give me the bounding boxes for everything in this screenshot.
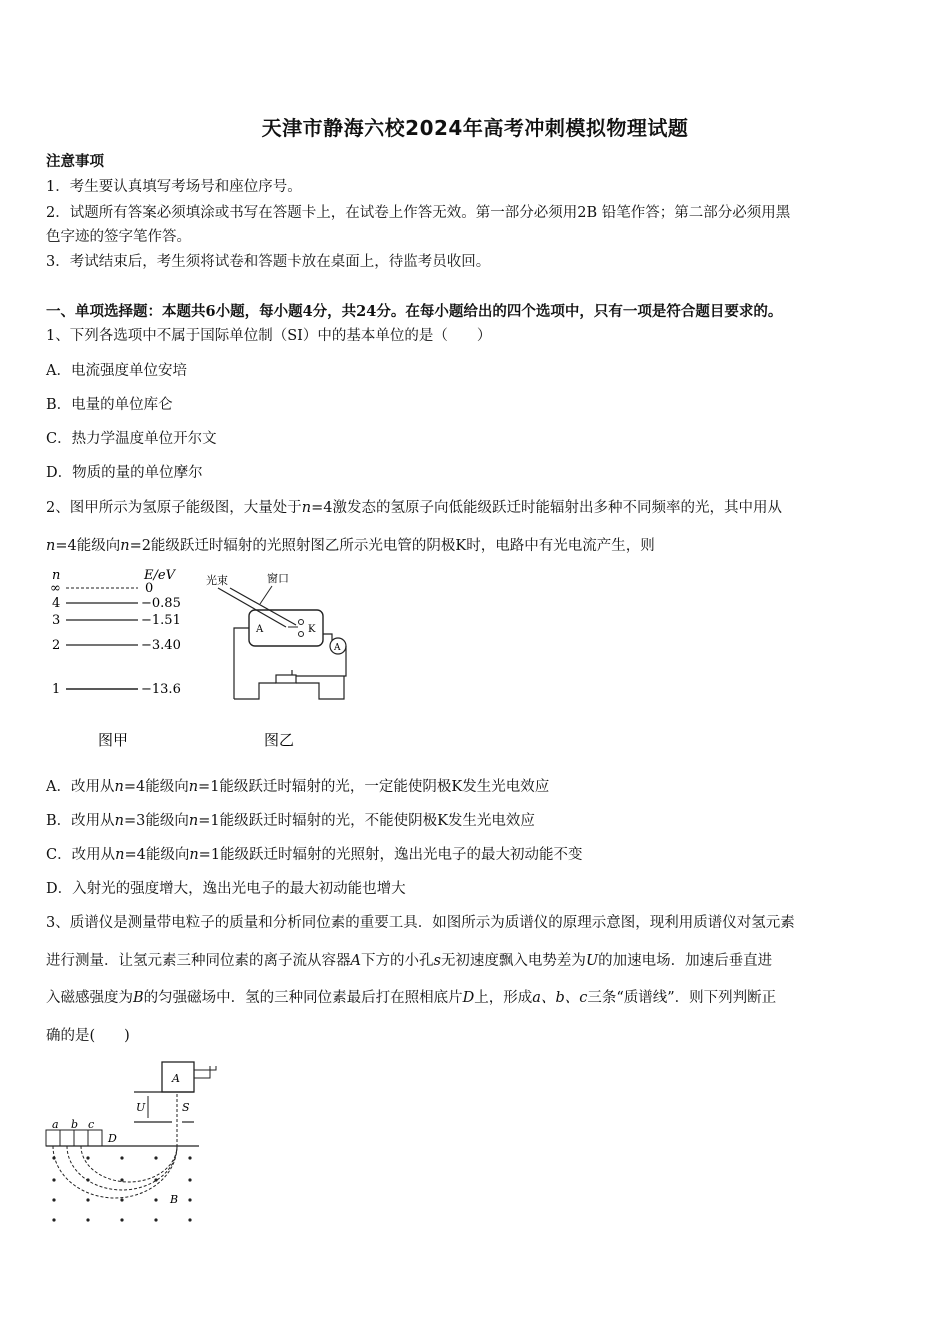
page-title: 天津市静海六校2024年高考冲刺模拟物理试题 [261, 116, 689, 140]
electron-dot [299, 620, 304, 625]
label-a: A [172, 1072, 180, 1085]
level-n: 4 [52, 596, 61, 611]
q1-option-b: B．电量的单位库仑 [46, 397, 173, 413]
notice-item-3: 3．考试结束后，考生须将试卷和答题卡放在桌面上，待监考员收回。 [46, 254, 491, 270]
q3-stem-line1: 3、质谱仪是测量带电粒子的质量和分析同位素的重要工具．如图所示为质谱仪的原理示意图，现利用质谱仪对氢元素 [46, 915, 795, 931]
q2-option-b: B．改用从n=3能级向n=1能级跃迁时辐射的光，不能使阴极K发生光电效应 [46, 813, 535, 829]
beam-label: 光束 [206, 574, 228, 587]
cathode-label: K [308, 624, 316, 635]
window-pointer [260, 586, 272, 604]
mass-spectrometer-diagram [44, 1058, 224, 1230]
figure-a-caption: 图甲 [98, 731, 129, 749]
electron-dot [299, 632, 304, 637]
label-d: D [108, 1132, 117, 1145]
circuit-wire [296, 676, 344, 699]
label-line-c: c [88, 1118, 95, 1131]
inlet-pipe [194, 1066, 210, 1078]
rheostat [276, 675, 296, 683]
notice-item-2-cont: 色字迹的签字笔作答。 [46, 229, 191, 245]
circuit-wire [234, 683, 276, 699]
q3-stem-line4: 确的是( ) [46, 1028, 130, 1044]
light-ray [230, 588, 296, 625]
level-e: 0 [145, 581, 154, 596]
level-n: ∞ [50, 581, 61, 596]
level-4 [52, 596, 181, 611]
level-e: −1.51 [141, 613, 181, 628]
light-ray [218, 588, 286, 627]
window-label: 窗口 [267, 572, 289, 585]
energy-level-diagram [46, 564, 206, 754]
level-e: −13.6 [141, 682, 181, 697]
level-3 [52, 613, 181, 628]
label-line-a: a [52, 1118, 59, 1131]
label-s: S [182, 1101, 190, 1114]
inlet-pipe [194, 1066, 216, 1070]
q1-option-d: D．物质的量的单位摩尔 [46, 465, 203, 481]
q1-stem: 1、下列各选项中不属于国际单位制（SI）中的基本单位的是（ ） [46, 328, 492, 344]
label-b-field: B [170, 1193, 179, 1206]
ion-arc-b [67, 1146, 177, 1190]
q3-stem-line2: 进行测量．让氢元素三种同位素的离子流从容器A下方的小孔s无初速度飘入电势差为U的加速电场．加速后垂直进 [46, 953, 773, 969]
q1-option-a: A．电流强度单位安培 [46, 363, 187, 379]
level-n: 1 [52, 682, 61, 697]
q2-option-c: C．改用从n=4能级向n=1能级跃迁时辐射的光照射，逸出光电子的最大初动能不变 [46, 847, 583, 863]
label-line-b: b [71, 1118, 79, 1131]
ion-arc-a [53, 1146, 177, 1198]
figure-b-caption: 图乙 [264, 731, 295, 749]
label-u: U [136, 1101, 146, 1114]
q3-stem-line3: 入磁感强度为B的匀强磁场中．氢的三种同位素最后打在照相底片D上，形成a、b、c三条“质谱线”．则下列判断正 [46, 990, 777, 1006]
q2-option-a: A．改用从n=4能级向n=1能级跃迁时辐射的光，一定能使阴极K发生光电效应 [46, 779, 550, 795]
anode-label: A [256, 624, 264, 635]
level-n: 3 [52, 613, 61, 628]
level-n: 2 [52, 638, 61, 653]
photoelectric-circuit-diagram [204, 570, 354, 754]
level-e: −0.85 [141, 596, 181, 611]
level-2 [52, 638, 181, 653]
circuit-wire [234, 628, 249, 699]
col-n-label: n [52, 568, 61, 583]
level-inf [50, 581, 153, 596]
q2-stem-line1: 2、图甲所示为氢原子能级图，大量处于n=4激发态的氢原子向低能级跃迁时能辐射出多种不同频率的光，其中用从 [46, 500, 782, 516]
col-e-label: E/eV [144, 568, 175, 583]
q2-stem-line2: n=4能级向n=2能级跃迁时辐射的光照射图乙所示光电管的阴极K时，电路中有光电流产生，则 [46, 538, 655, 554]
notice-heading: 注意事项 [46, 153, 104, 170]
section-1-heading: 一、单项选择题：本题共6小题，每小题4分，共24分。在每小题给出的四个选项中，只有一项是符合题目要求的。 [46, 303, 783, 320]
q1-option-c: C．热力学温度单位开尔文 [46, 431, 217, 447]
notice-item-1: 1．考生要认真填写考场号和座位序号。 [46, 179, 302, 195]
notice-item-2: 2．试题所有答案必须填涂或书写在答题卡上，在试卷上作答无效。第一部分必须用2B 铅笔作答；第二部分必须用黑 [46, 205, 791, 221]
level-e: −3.40 [141, 638, 181, 653]
level-1 [52, 682, 181, 697]
q2-option-d: D．入射光的强度增大，逸出光电子的最大初动能也增大 [46, 881, 406, 897]
ammeter-label: A [334, 643, 341, 653]
ion-arc-c [81, 1146, 177, 1182]
